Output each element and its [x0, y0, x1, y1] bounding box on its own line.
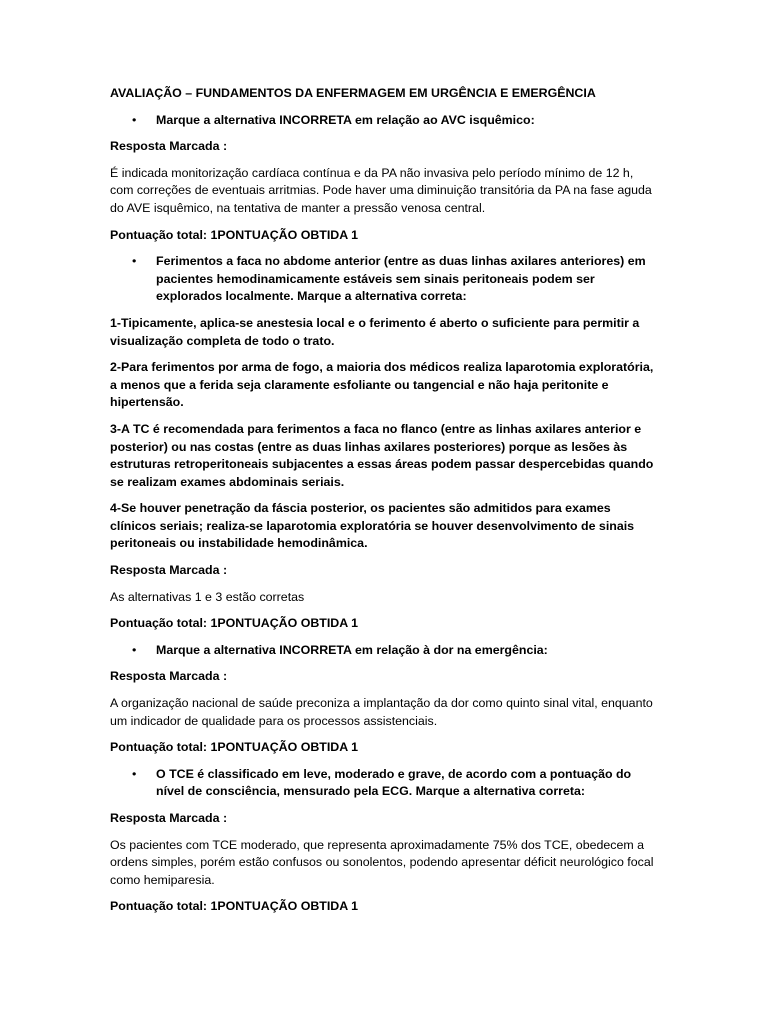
question-1	[110, 112, 658, 130]
bullet-point: •	[132, 766, 137, 781]
question-text: Marque a alternativa INCORRETA em relação à dor na emergência:	[156, 642, 548, 657]
bullet-point: •	[132, 112, 137, 127]
bullet-point: •	[132, 642, 137, 657]
option-4: 4-Se houver penetração da fáscia posterior, os pacientes são admitidos para exames clínicos seriais; realiza-se laparotomia exploratória se houver desenvolvimento de sinais peritoneais ou instabilidade hemodinâmica.	[110, 501, 635, 551]
question-3	[110, 642, 658, 660]
question-2	[110, 253, 658, 306]
answer-label: Resposta Marcada :	[110, 563, 228, 578]
question-4	[110, 766, 658, 801]
answer-label: Resposta Marcada :	[110, 139, 228, 154]
question-text: Marque a alternativa INCORRETA em relação ao AVC isquêmico:	[156, 112, 535, 127]
question-text: O TCE é classificado em leve, moderado e grave, de acordo com a pontuação do nível de consciência, mensurado pela ECG. Marque a alternativa correta:	[156, 766, 632, 799]
question-text: Ferimentos a faca no abdome anterior (entre as duas linhas axilares anteriores) em pacientes hemodinamicamente estáveis sem sinais peritoneais podem ser explorados localmente. Marque a alternativa correta:	[156, 254, 646, 304]
answer-label: Resposta Marcada :	[110, 669, 228, 684]
answer-text: É indicada monitorização cardíaca contínua e da PA não invasiva pelo período mínimo de 12 h, com correções de eventuais arritmias. Pode haver uma diminuição transitória da PA na fase aguda do AVE isquêmico, na tentativa de manter a pressão venosa central.	[110, 165, 652, 215]
bullet-point: •	[132, 254, 137, 269]
answer-text: As alternativas 1 e 3 estão corretas	[110, 589, 305, 604]
answer-text: A organização nacional de saúde preconiza a implantação da dor como quinto sinal vital, enquanto um indicador de qualidade para os processos assistenciais.	[110, 696, 653, 728]
option-2: 2-Para ferimentos por arma de fogo, a maioria dos médicos realiza laparotomia exploratória, a menos que a ferida seja claramente esfoliante ou tangencial e não haja peritonite e hipertensão.	[110, 360, 654, 410]
score-line: Pontuação total: 1PONTUAÇÃO OBTIDA 1	[110, 899, 359, 914]
score-line: Pontuação total: 1PONTUAÇÃO OBTIDA 1	[110, 227, 359, 242]
document-title: AVALIAÇÃO – FUNDAMENTOS DA ENFERMAGEM EM URGÊNCIA E EMERGÊNCIA	[110, 86, 596, 100]
score-line: Pontuação total: 1PONTUAÇÃO OBTIDA 1	[110, 616, 359, 631]
answer-label: Resposta Marcada :	[110, 811, 228, 825]
document-page	[110, 85, 658, 925]
answer-text: Os pacientes com TCE moderado, que representa aproximadamente 75% dos TCE, obedecem a ordens simples, porém estão confusos ou sonolentos, podendo apresentar déficit neurológico focal como hemiparesia.	[110, 837, 654, 887]
option-1: 1-Tipicamente, aplica-se anestesia local e o ferimento é aberto o suficiente para permitir a visualização completa de todo o trato.	[110, 315, 640, 348]
score-line: Pontuação total: 1PONTUAÇÃO OBTIDA 1	[110, 740, 359, 755]
option-3: 3-A TC é recomendada para ferimentos a faca no flanco (entre as linhas axilares anterior e posterior) ou nas costas (entre as duas linhas axilares posteriores) porque as lesões às estruturas retroperitoneais subjacentes a essas áreas podem passar despercebidas quando se realizam exames abdominais seriais.	[110, 421, 654, 489]
